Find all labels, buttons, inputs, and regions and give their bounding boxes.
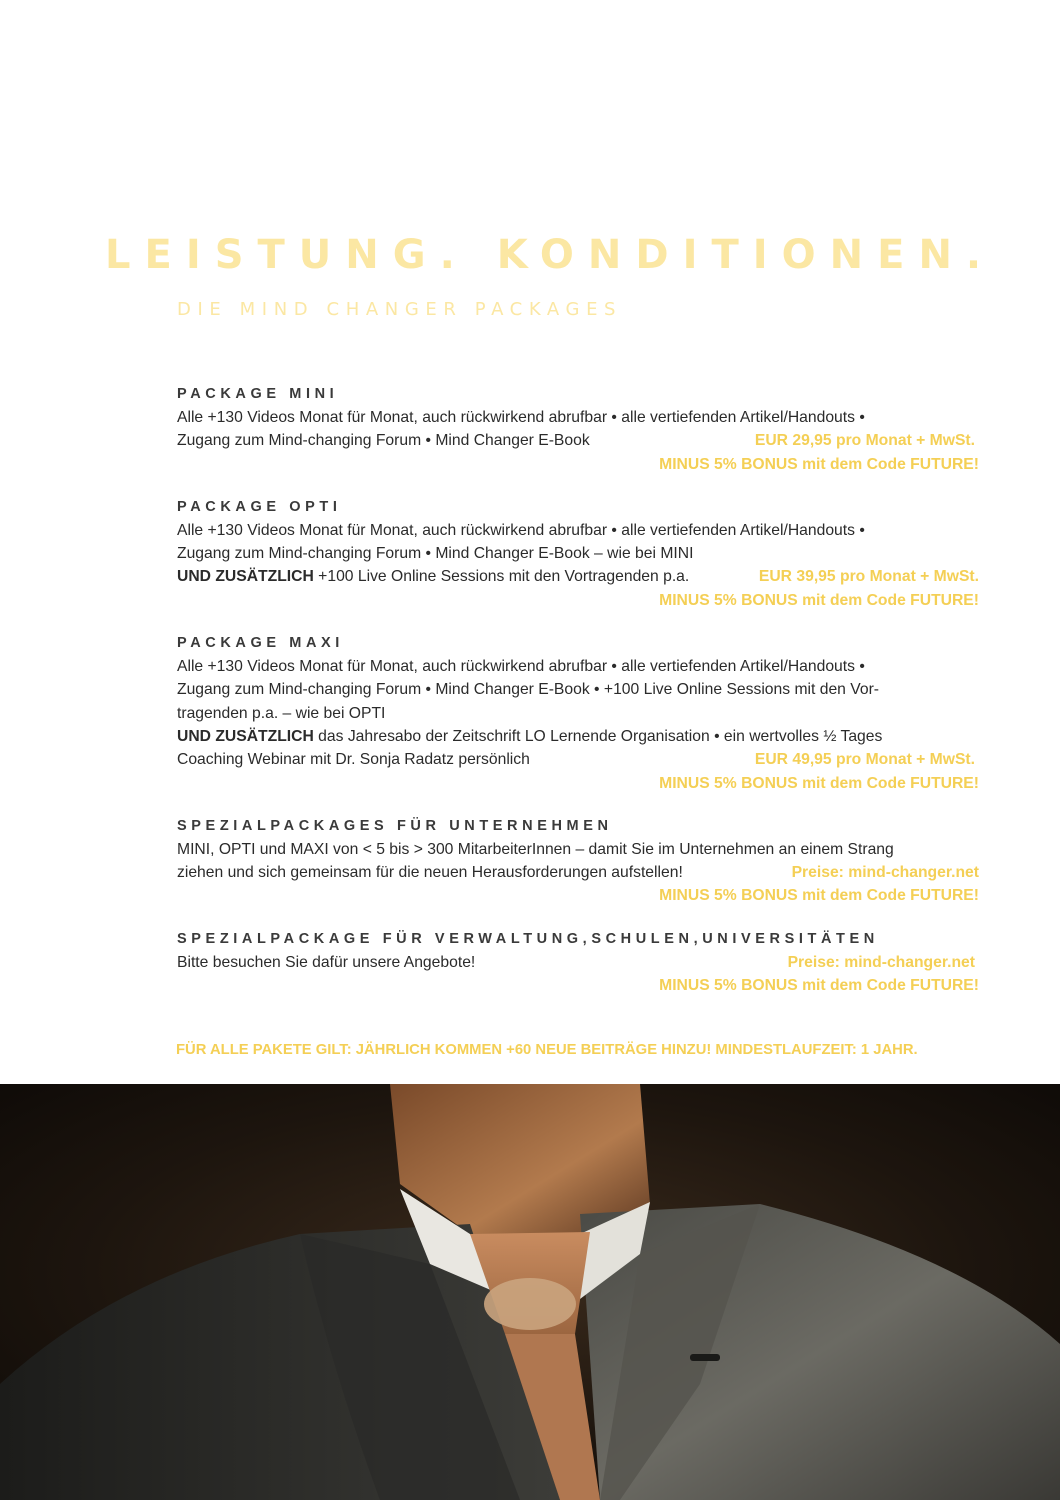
package-heading: PACKAGE MINI xyxy=(177,386,339,402)
package-description-line: Coaching Webinar mit Dr. Sonja Radatz persönlich xyxy=(177,751,530,769)
package-price: EUR 29,95 pro Monat + MwSt. xyxy=(754,432,975,450)
package-heading: SPEZIALPACKAGES FÜR UNTERNEHMEN xyxy=(177,817,613,834)
package-description-row xyxy=(177,748,979,771)
package-description-line xyxy=(177,565,689,588)
package-description-row xyxy=(177,429,979,452)
package-description-line xyxy=(177,725,979,748)
package-price: Preise: mind-changer.net xyxy=(787,953,975,971)
package-description-line: Zugang zum Mind-changing Forum • Mind Changer E-Book – wie bei MINI xyxy=(177,545,694,563)
businessman-photo xyxy=(0,1084,1060,1500)
package-description-row xyxy=(177,951,979,974)
package-mini xyxy=(177,386,979,476)
package-description-line: Alle +130 Videos Monat für Monat, auch rückwirkend abrufbar • alle vertiefenden Artikel/Handouts • xyxy=(177,521,865,539)
package-description-line: tragenden p.a. – wie bei OPTI xyxy=(177,704,386,722)
package-description-line: Zugang zum Mind-changing Forum • Mind Changer E-Book • +100 Live Online Sessions mit den Vor- xyxy=(177,681,880,699)
emphasis-label: UND ZUSÄTZLICH xyxy=(177,568,314,586)
package-description-line: Zugang zum Mind-changing Forum • Mind Changer E-Book xyxy=(177,432,590,450)
bonus-code-note: MINUS 5% BONUS mit dem Code FUTURE! xyxy=(659,977,979,995)
package-description-line: Alle +130 Videos Monat für Monat, auch rückwirkend abrufbar • alle vertiefenden Artikel/Handouts • xyxy=(177,658,865,676)
package-price: EUR 49,95 pro Monat + MwSt. xyxy=(754,751,975,769)
bonus-code-note: MINUS 5% BONUS mit dem Code FUTURE! xyxy=(659,455,979,473)
bonus-code-note: MINUS 5% BONUS mit dem Code FUTURE! xyxy=(659,774,979,792)
package-enterprise xyxy=(177,818,979,908)
package-description-line: MINI, OPTI und MAXI von < 5 bis > 300 MitarbeiterInnen – damit Sie im Unternehmen an einem Strang xyxy=(177,840,894,858)
package-description-text: das Jahresabo der Zeitschrift LO Lernende Organisation • ein wertvolles ½ Tages xyxy=(313,727,883,745)
page-subtitle: DIE MIND CHANGER PACKAGES xyxy=(177,299,623,320)
package-heading: PACKAGE MAXI xyxy=(177,635,344,652)
package-description-text: +100 Live Online Sessions mit den Vortragenden p.a. xyxy=(313,568,690,586)
page-title: LEISTUNG. KONDITIONEN. xyxy=(105,232,996,278)
package-maxi xyxy=(177,635,979,795)
terms-footnote: FÜR ALLE PAKETE GILT: JÄHRLICH KOMMEN +60 NEUE BEITRÄGE HINZU! MINDESTLAUFZEIT: 1 JAHR. xyxy=(176,1042,918,1058)
bonus-code-note: MINUS 5% BONUS mit dem Code FUTURE! xyxy=(659,887,979,905)
bonus-code-note: MINUS 5% BONUS mit dem Code FUTURE! xyxy=(659,591,979,609)
package-description-row xyxy=(177,565,979,588)
package-description-row xyxy=(177,861,979,884)
package-heading: PACKAGE OPTI xyxy=(177,498,342,515)
package-price: Preise: mind-changer.net xyxy=(791,864,979,882)
package-public-sector xyxy=(177,931,979,998)
packages-list xyxy=(177,386,979,1020)
package-description-line: Bitte besuchen Sie dafür unsere Angebote! xyxy=(177,953,476,971)
emphasis-label: UND ZUSÄTZLICH xyxy=(177,727,314,745)
package-description-line: ziehen und sich gemeinsam für die neuen Herausforderungen aufstellen! xyxy=(177,864,683,882)
package-opti xyxy=(177,499,979,612)
package-description-line: Alle +130 Videos Monat für Monat, auch rückwirkend abrufbar • alle vertiefenden Artikel/Handouts • xyxy=(177,409,865,426)
package-heading: SPEZIALPACKAGE FÜR VERWALTUNG,SCHULEN,UNIVERSITÄTEN xyxy=(177,930,879,947)
package-price: EUR 39,95 pro Monat + MwSt. xyxy=(758,568,979,586)
